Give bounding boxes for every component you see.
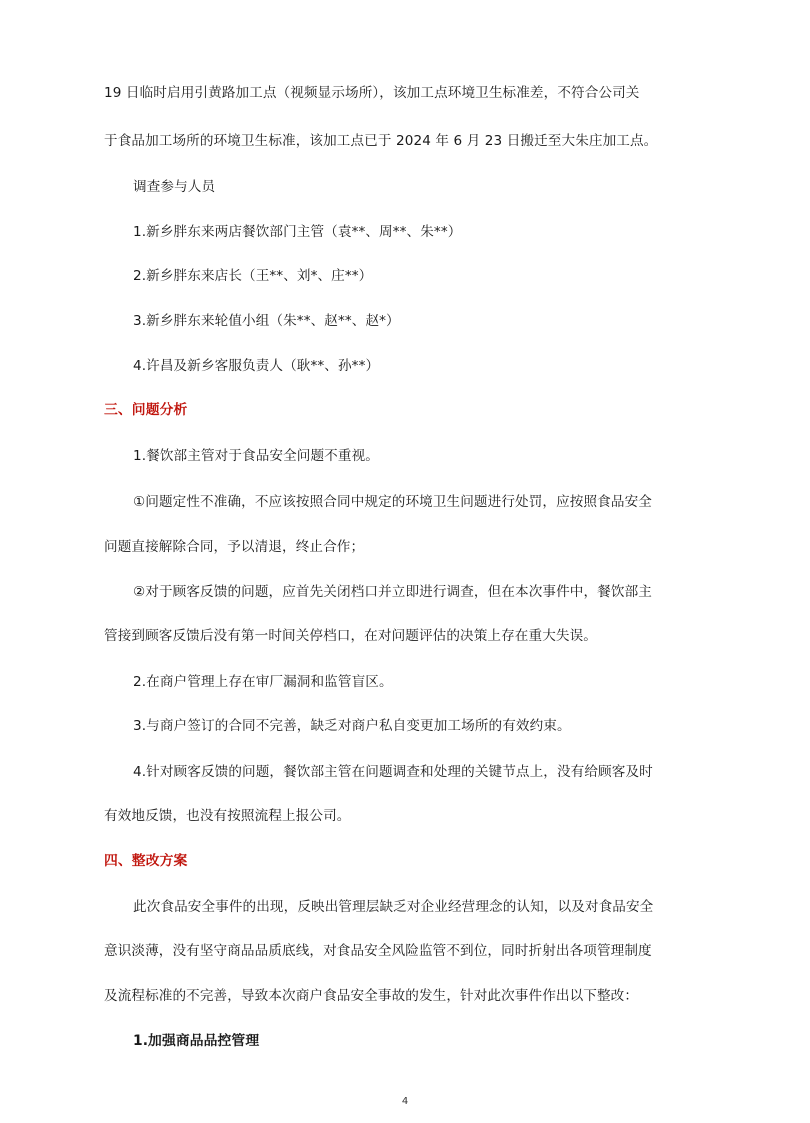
analysis-point: 2.在商户管理上存在审厂漏洞和监管盲区。 <box>133 674 393 690</box>
paragraph-line: 意识淡薄，没有坚守商品品质底线，对食品安全风险监管不到位，同时折射出各项管理制度 <box>104 943 652 959</box>
participant-item: 1.新乡胖东来两店餐饮部门主管（袁**、周**、朱**） <box>133 224 462 240</box>
paragraph-line: 此次食品安全事件的出现，反映出管理层缺乏对企业经营理念的认知，以及对食品安全 <box>133 899 654 915</box>
analysis-point: 4.针对顾客反馈的问题，餐饮部主管在问题调查和处理的关键节点上，没有给顾客及时 <box>133 764 653 780</box>
subsection-heading: 1.加强商品品控管理 <box>133 1033 260 1049</box>
participant-item: 2.新乡胖东来店长（王**、刘*、庄**） <box>133 268 373 284</box>
analysis-subpoint: ②对于顾客反馈的问题，应首先关闭档口并立即进行调查，但在本次事件中，餐饮部主 <box>133 584 652 600</box>
participants-title: 调查参与人员 <box>133 179 216 195</box>
analysis-point: 1.餐饮部主管对于食品安全问题不重视。 <box>133 448 379 464</box>
page-number: 4 <box>401 1096 409 1107</box>
analysis-subpoint: 问题直接解除合同，予以清退，终止合作； <box>104 539 365 555</box>
paragraph-line: 及流程标准的不完善，导致本次商户食品安全事故的发生，针对此次事件作出以下整改： <box>104 988 639 1004</box>
section-heading: 四、整改方案 <box>104 853 188 869</box>
paragraph-line: 于食品加工场所的环境卫生标准，该加工点已于 2024 年 6 月 23 日搬迁至大朱庄加工点。 <box>104 133 658 149</box>
analysis-point: 有效地反馈，也没有按照流程上报公司。 <box>104 808 351 824</box>
analysis-subpoint: 管接到顾客反馈后没有第一时间关停档口，在对问题评估的决策上存在重大失误。 <box>104 628 597 644</box>
section-heading: 三、问题分析 <box>104 402 188 418</box>
paragraph-line: 19 日临时启用引黄路加工点（视频显示场所），该加工点环境卫生标准差，不符合公司关 <box>104 85 640 101</box>
participant-item: 4.许昌及新乡客服负责人（耿**、孙**） <box>133 358 380 374</box>
participant-item: 3.新乡胖东来轮值小组（朱**、赵**、赵*） <box>133 313 400 329</box>
analysis-subpoint: ①问题定性不准确，不应该按照合同中规定的环境卫生问题进行处罚，应按照食品安全 <box>133 494 652 510</box>
analysis-point: 3.与商户签订的合同不完善，缺乏对商户私自变更加工场所的有效约束。 <box>133 718 571 734</box>
